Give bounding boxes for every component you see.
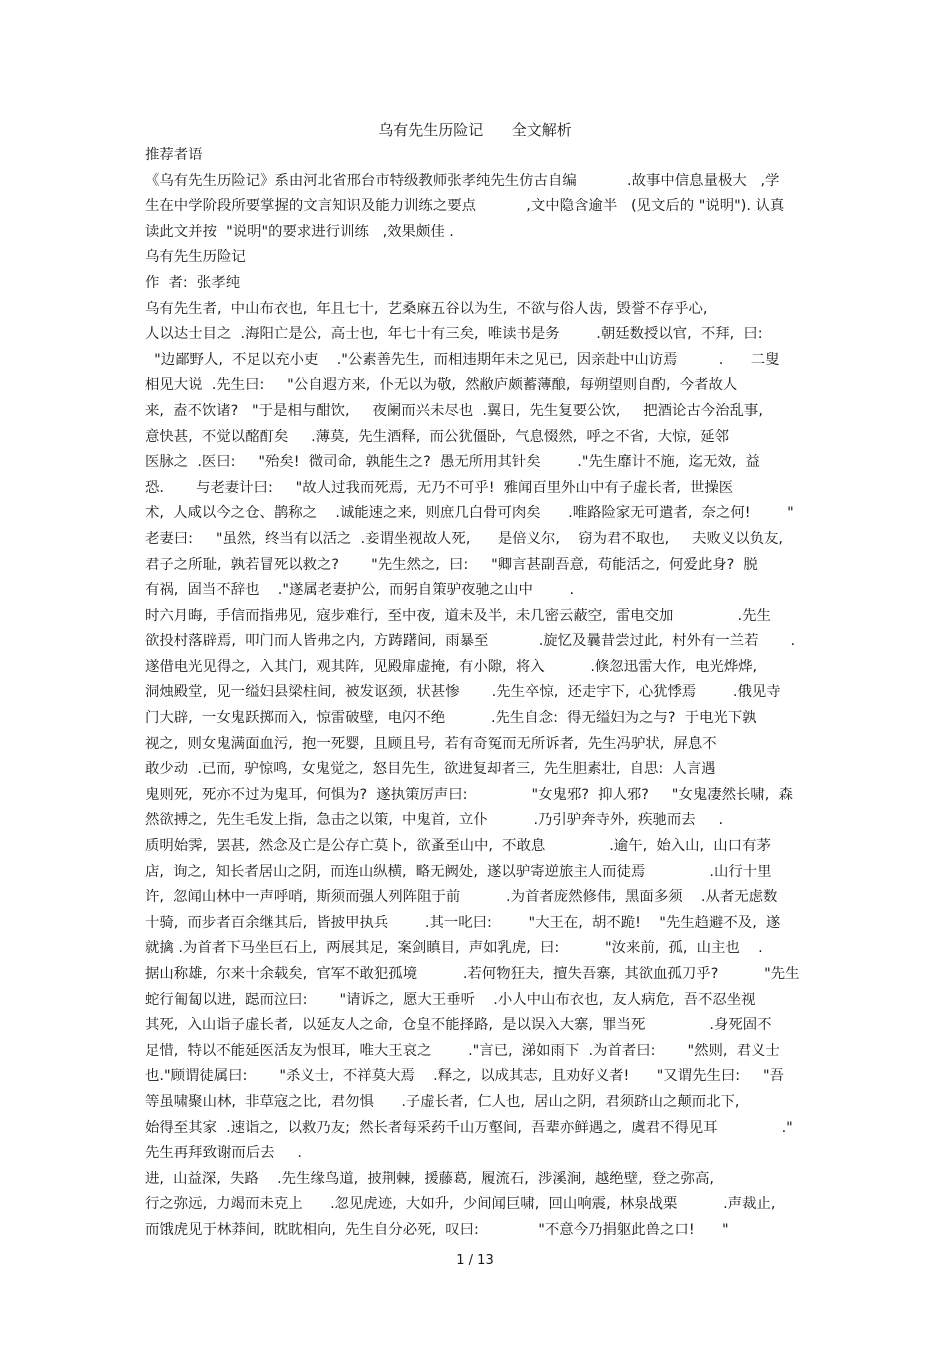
text-line: 店, 询之, 知长者居山之阴, 而连山纵横, 略无阙处, 遂以驴寄逆旅主人而徒焉 .山行十里 (145, 863, 772, 880)
text-line: 许, 忽闻山林中一声呼哨, 斯须而强人列阵阻于前 .为首者庞然修伟, 黑面多须 .从者无虑数 (145, 889, 778, 906)
text-line: 推荐者语 (145, 147, 203, 163)
text-line: 视之, 则女鬼满面血污, 抱一死婴, 且顾且号, 若有奇冤而无所诉者, 先生冯驴状, 屏息不 (145, 735, 717, 752)
text-line: "边鄙野人, 不足以充小吏 ."公素善先生, 而相违期年未之见已, 因亲赴中山访焉 . 二叟 (145, 351, 780, 368)
text-line: 进, 山益深, 失路 .先生缘鸟道, 披荆棘, 援藤葛, 履流石, 涉溪涧, 越绝壁, 登之弥高, (145, 1170, 714, 1187)
text-line: 十骑, 而步者百余继其后, 皆披甲执兵 .其一叱曰: "大王在, 胡不跪! "先生趋避不及, 遂 (145, 914, 781, 931)
text-line: 恐. 与老妻计曰: "故人过我而死焉, 无乃不可乎! 雅闻百里外山中有子虚长者, 世操医 (145, 479, 734, 496)
text-line: 而饿虎见于林莽间, 眈眈相向, 先生自分必死, 叹曰: "不意今乃捐躯此兽之口! " (145, 1221, 729, 1238)
text-line: 等虽啸聚山林, 非草寇之比, 君勿惧 .子虚长者, 仁人也, 居山之阴, 君须跻山之颠而北下, (145, 1093, 740, 1110)
text-line: 老妻曰: "虽然, 终当有以活之 .妾谓坐视故人死, 是倍义尔, 窃为君不取也, 夫败义以负友, (145, 530, 783, 547)
text-line: 鬼则死, 死亦不过为鬼耳, 何惧为? 遂执策厉声曰: "女鬼邪? 抑人邪? "女鬼凄然长啸, 森 (145, 786, 793, 803)
text-line: 术, 人咸以今之仓、鹊称之 .诚能速之来, 则庶几白骨可肉矣 .唯路险家无可遣者, 奈之何! " (145, 505, 794, 522)
text-line: 据山称雄, 尔来十余载矣, 官军不敢犯孤境 .若何物狂夫, 擅失吾寨, 其欲血孤刀乎? "先生 (145, 966, 800, 982)
text-line: 遂借电光见得之, 入其门, 观其阵, 见殿扉虚掩, 有小隙, 将入 .倏忽迅雷大作, 电光烨烨, (145, 658, 758, 675)
text-line: 欲投村落辟焉, 叩门而人皆弗之内, 方踌躇间, 雨暴至 .旋忆及曩昔尝过此, 村外有一兰若 . (145, 633, 796, 650)
text-line: 读此文并按 "说明"的要求进行训练 ,效果颇佳 . (145, 223, 454, 240)
text-line: 行之弥远, 力竭而未克上 .忽见虎迹, 大如升, 少间闻巨啸, 回山响震, 林泉战栗 .声裁止, (145, 1196, 776, 1213)
text-line: 始得至其家 .速诣之, 以救乃友; 然长者每采药千山万壑间, 吾辈亦鲜遇之, 虞君不得见耳 ." (145, 1119, 793, 1136)
text-line: 相见大说 .先生曰: "公自遐方来, 仆无以为敬, 然敝庐颇蓄薄酿, 每朔望则自酌, 今者故人 (145, 377, 738, 394)
text-line: 有祸, 固当不辞也 ."遂属老妻护公, 而躬自策驴夜驰之山中 . (145, 582, 575, 599)
text-line: 质明始霁, 罢甚, 然念及亡是公存亡莫卜, 欲蚤至山中, 不敢息 .逾午, 始入山, 山口有茅 (145, 838, 771, 855)
text-line: 医脉之 .医曰: "殆矣! 微司命, 孰能生之? 愚无所用其针矣 ."先生靡计不施, 迄无效, 益 (145, 454, 760, 471)
document-title: 乌有先生历险记 全文解析 (378, 121, 572, 139)
text-line: 时六月晦, 手信而指弗见, 寇步难行, 至中夜, 道未及半, 未几密云蔽空, 雷电交加 .先生 (145, 607, 771, 624)
text-line: 来, 盍不饮诸? "于是相与酣饮, 夜阑而兴未尽也 .翼日, 先生复要公饮, 把酒论古今治乱事, (145, 402, 763, 419)
text-line: 蛇行匍匐以进, 跽而泣曰: "请诉之, 愿大王垂听 .小人中山布衣也, 友人病危, 吾不忍坐视 (145, 991, 756, 1008)
page-number: 1 / 13 (456, 1253, 494, 1268)
text-line: 门大辟, 一女鬼跃掷而入, 惊雷破壁, 电闪不绝 .先生自念: 得无缢妇为之与? 于电光下孰 (145, 710, 757, 727)
text-line: 乌有先生历险记 (145, 249, 246, 266)
text-line: 作 者: 张孝纯 (145, 274, 241, 291)
text-line: 其死, 入山诣子虚长者, 以延友人之命, 仓皇不能择路, 是以误入大寨, 罪当死 .身死固不 (145, 1017, 772, 1034)
text-line: 然欲搏之, 先生毛发上指, 急击之以策, 中鬼首, 立仆 .乃引驴奔寺外, 疾驰而去 . (145, 812, 724, 829)
text-line: 先生再拜致谢而后去 . (145, 1145, 302, 1162)
text-line: 也."顾谓徒属曰: "杀义士, 不祥莫大焉 .释之, 以成其志, 且劝好义者! "又谓先生曰: "吾 (145, 1068, 785, 1085)
text-line: 生在中学阶段所要掌握的文言知识及能力训练之要点 ,文中隐含逾半 (见文后的 "说明"). 认真 (145, 198, 785, 215)
text-line: 乌有先生者, 中山布衣也, 年且七十, 艺桑麻五谷以为生, 不欲与俗人齿, 毁誉不存乎心, (145, 300, 708, 317)
document-body (145, 143, 815, 1244)
text-line: 《乌有先生历险记》系由河北省邢台市特级教师张孝纯先生仿古自编 .故事中信息量极大 ,学 (145, 172, 780, 189)
text-line: 意快甚, 不觉以酩酊矣 .薄莫, 先生酒释, 而公犹僵卧, 气息惙然, 呼之不省, 大惊, 延邻 (145, 428, 730, 445)
text-line: 足惜, 特以不能延医活友为恨耳, 唯大王哀之 ."言已, 涕如雨下 .为首者曰: "然则, 君义士 (145, 1042, 780, 1059)
text-line: 敢少动 .已而, 驴惊鸣, 女鬼觉之, 怒目先生, 欲进复却者三, 先生胆素壮, 自思: 人言遇 (145, 761, 716, 778)
text-line: 就擒 .为首者下马坐巨石上, 两展其足, 案剑瞋目, 声如乳虎, 曰: "汝来前, 孤, 山主也 . (145, 940, 763, 957)
text-line: 君子之所耻, 孰若冒死以救之? "先生然之, 曰: "卿言甚副吾意, 苟能活之, 何爱此身? 脱 (145, 556, 758, 573)
text-line: 人以达士目之 .海阳亡是公, 高士也, 年七十有三矣, 唯读书是务 .朝廷数授以官, 不拜, 曰: (145, 326, 763, 343)
text-line: 洞烛殿堂, 见一缢妇县梁柱间, 被发讴颈, 状甚惨 .先生卒惊, 还走宇下, 心犹悸焉 .俄见寺 (145, 684, 781, 701)
